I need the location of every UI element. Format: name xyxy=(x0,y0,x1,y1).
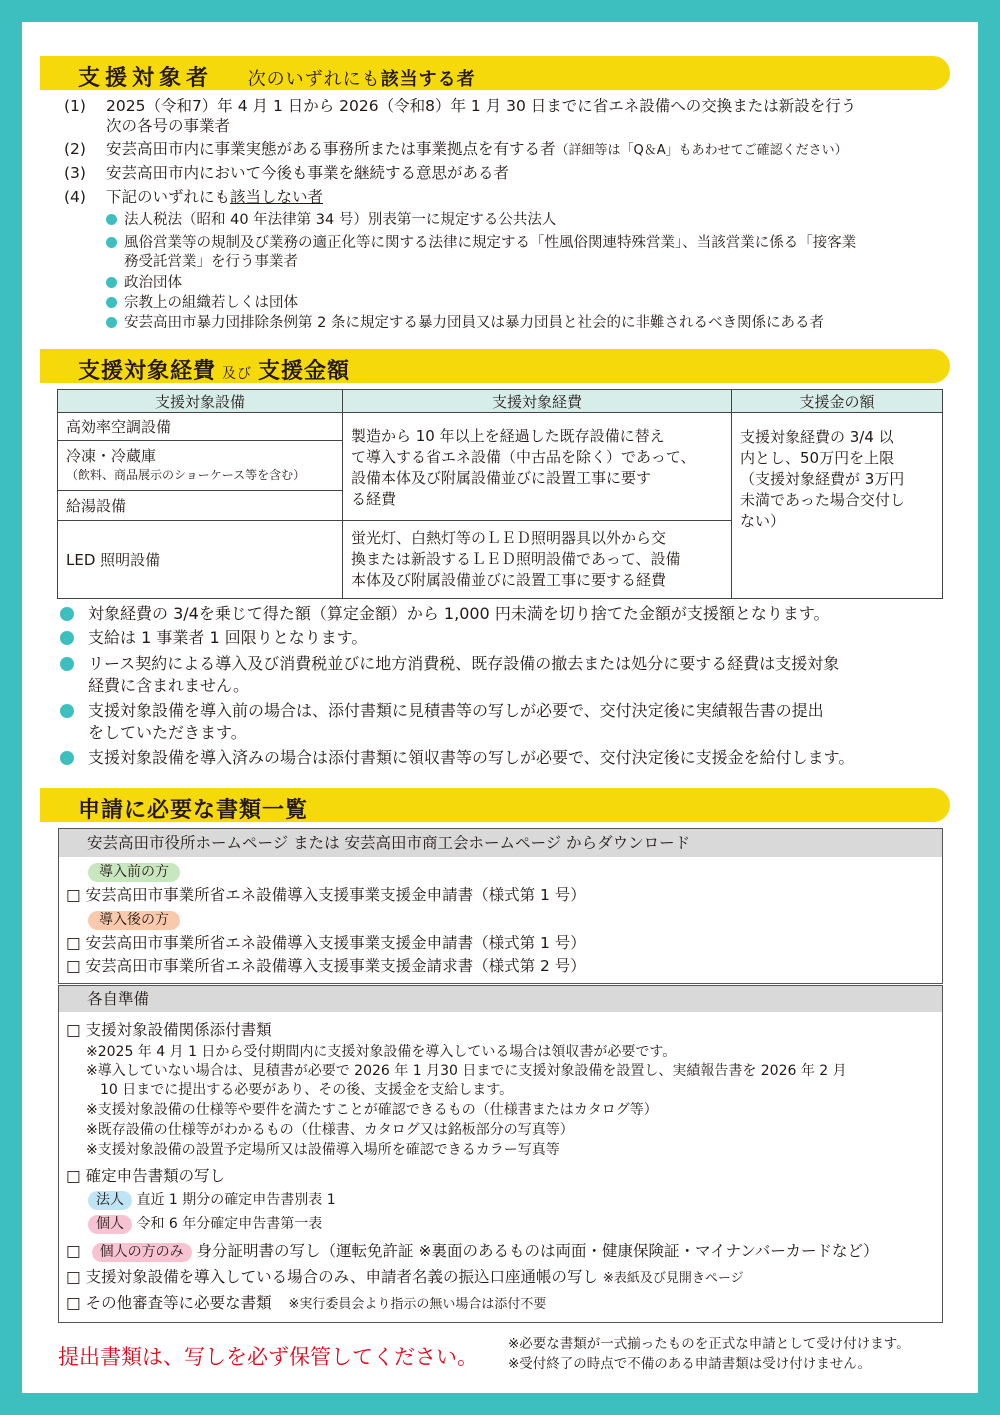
equipment-cell: 給湯設備 xyxy=(58,491,343,521)
item-number: (4) xyxy=(64,188,86,206)
section-title-b: 支援金額 xyxy=(258,359,351,384)
item-text-underlined: 該当しない者 xyxy=(230,188,324,206)
own-doc-note: ※2025 年 4 月 1 日から受付期間内に支援対象設備を導入している場合は領収書が必要です。 xyxy=(86,1044,677,1060)
doc-item-before: □ 安芸高田市事業所省エネ設備導入支援事業支援金申請書（様式第 1 号） xyxy=(66,886,586,904)
equipment-cell: 高効率空調設備 xyxy=(58,413,343,441)
bullet-dot xyxy=(60,631,74,645)
bankbook-text: □ 支援対象設備を導入している場合のみ、申請者名義の振込口座通帳の写し xyxy=(66,1268,599,1286)
section-title-a: 支援対象経費 xyxy=(78,359,217,384)
section-title: 申請に必要な書類一覧 xyxy=(78,798,309,823)
equipment-cell: LED 照明設備 xyxy=(58,521,343,599)
bullet-dot xyxy=(60,751,74,765)
bullet-dot xyxy=(106,317,117,328)
cost-line: て導入する省エネ設備（中古品を除く）であって、 xyxy=(351,447,696,466)
item-note: （詳細等は「Q＆A」もあわせてご確認ください） xyxy=(555,143,848,158)
expense-table xyxy=(57,389,943,599)
bullet-dot xyxy=(60,657,74,671)
amount-line: ない） xyxy=(740,512,786,530)
cost-line: 換または新設するＬＥＤ照明設備であって、設備 xyxy=(351,550,681,568)
expense-note-4-cont: をしていただきます。 xyxy=(88,723,247,742)
corp-text: 直近 1 期分の確定申告書別表 1 xyxy=(136,1192,336,1208)
cost-line: 本体及び附属設備並びに設置工事に要する経費 xyxy=(351,571,667,589)
exclusion-bullet-4: 宗教上の組織若しくは団体 xyxy=(124,295,298,311)
indiv-text: 令和 6 年分確定申告書第一表 xyxy=(136,1216,323,1232)
other-note: ※実行委員会より指示の無い場合は添付不要 xyxy=(288,1297,547,1312)
expense-note-1: 対象経費の 3/4を乗じて得た額（算定金額）から 1,000 円未満を切り捨てた金額が支援額となります。 xyxy=(88,604,830,623)
download-docs-heading: 安芸高田市役所ホームページ または 安芸高田市商工会ホームページ からダウンロード xyxy=(59,829,942,857)
tag-before-install: 導入前の方 xyxy=(88,863,180,882)
equipment-note: （飲料、商品展示のショーケース等を含む） xyxy=(66,467,306,482)
own-doc-bankbook xyxy=(66,1267,744,1289)
item-text: 下記のいずれにも xyxy=(106,188,231,206)
bankbook-note: ※表紙及び見開きページ xyxy=(602,1271,744,1286)
amount-line: 内とし、50万円を上限 xyxy=(740,449,895,467)
amount-line: 未満であった場合交付し xyxy=(740,491,905,509)
amount-cell xyxy=(732,413,943,599)
bullet-dot xyxy=(60,607,74,621)
item-number: (2) xyxy=(64,140,86,158)
item-number: (1) xyxy=(64,97,86,115)
id-text: 身分証明書の写し（運転免許証 ※裏面のあるものは両面・健康保険証・マイナンバーカードなど） xyxy=(196,1242,879,1260)
tag-after-install: 導入後の方 xyxy=(88,911,180,930)
own-doc-equipment: □ 支援対象設備関係添付書類 xyxy=(66,1021,272,1039)
item-text: 安芸高田市内において今後も事業を継続する意思がある者 xyxy=(106,164,510,182)
bullet-dot xyxy=(106,214,117,225)
bullet-dot xyxy=(106,297,117,308)
tag-individual-only: 個人の方のみ xyxy=(92,1243,192,1262)
section-subtitle: 次のいずれにも xyxy=(247,69,381,90)
keep-copies-warning: 提出書類は、写しを必ず保管してください。 xyxy=(58,1345,478,1369)
section-title-and: 及び xyxy=(222,366,253,382)
item-number: (3) xyxy=(64,164,86,182)
footer-note-2: ※受付終了の時点で不備のある申請書類は受け付けません。 xyxy=(508,1356,872,1372)
item-text: 安芸高田市内に事業実態がある事務所または事業拠点を有する者 xyxy=(106,140,556,158)
checkbox-glyph: □ xyxy=(66,1242,81,1260)
bullet-dot xyxy=(60,704,74,718)
expense-note-3: リース契約による導入及び消費税並びに地方消費税、既存設備の撤去または処分に要する経費は支援対象 xyxy=(88,654,840,673)
exclusion-bullet-3: 政治団体 xyxy=(124,275,182,291)
exclusion-bullet-2-cont: 務受託営業」を行う事業者 xyxy=(124,254,298,270)
eligibility-item-1 xyxy=(64,96,856,116)
section-banner-documents xyxy=(40,788,950,822)
own-doc-note: ※既存設備の仕様等がわかるもの（仕様書、カタログ又は銘板部分の写真等） xyxy=(86,1122,574,1138)
exclusion-bullet-2: 風俗営業等の規制及び業務の適正化等に関する法律に規定する「性風俗関連特殊営業」、当該営業に係る「接客業 xyxy=(124,235,857,251)
doc-item-after-2: □ 安芸高田市事業所省エネ設備導入支援事業支援金請求書（様式第 2 号） xyxy=(66,957,586,975)
expense-note-4: 支援対象設備を導入前の場合は、添付書類に見積書等の写しが必要で、交付決定後に実績報告書の提出 xyxy=(88,701,824,720)
expense-note-2: 支給は 1 事業者 1 回限りとなります。 xyxy=(88,628,368,647)
item-text: 2025（令和7）年 4 月 1 日から 2026（令和8）年 1 月 30 日までに省エネ設備への交換または新設を行う xyxy=(106,97,857,115)
equipment-cell xyxy=(58,441,343,491)
eligibility-item-3 xyxy=(64,163,509,183)
doc-item-after-1: □ 安芸高田市事業所省エネ設備導入支援事業支援金申請書（様式第 1 号） xyxy=(66,934,586,952)
own-docs-heading: 各自準備 xyxy=(59,986,942,1012)
own-doc-tax-return: □ 確定申告書類の写し xyxy=(66,1167,226,1185)
equipment-name: 冷凍・冷蔵庫 xyxy=(66,446,157,465)
amount-line: （支援対象経費が 3万円 xyxy=(740,470,905,488)
exclusion-bullet-5: 安芸高田市暴力団排除条例第 2 条に規定する暴力団員又は暴力団員と社会的に非難されるべき関係にある者 xyxy=(124,315,824,331)
own-doc-other xyxy=(66,1293,546,1315)
amount-line: 支援対象経費の 3/4 以 xyxy=(740,428,894,446)
own-doc-note: ※支援対象設備の仕様等や要件を満たすことが確認できるもの（仕様書またはカタログ等） xyxy=(86,1102,658,1118)
table-header: 支援対象経費 xyxy=(343,390,732,413)
tag-individual: 個人 xyxy=(88,1215,132,1234)
eligibility-item-1-cont: 次の各号の事業者 xyxy=(106,117,231,135)
eligibility-item-2 xyxy=(64,139,848,161)
own-doc-note: 10 日までに提出する必要があり、その後、支援金を支給します。 xyxy=(100,1082,514,1098)
section-banner-expenses xyxy=(40,349,950,383)
section-banner-eligibility xyxy=(40,56,950,90)
cost-line: 蛍光灯、白熱灯等のＬＥＤ照明器具以外から交 xyxy=(351,529,667,547)
expense-note-5: 支援対象設備を導入済みの場合は添付書類に領収書等の写しが必要で、交付決定後に支援金を給付します。 xyxy=(88,748,855,767)
own-doc-corp xyxy=(88,1190,336,1210)
exclusion-bullet-1: 法人税法（昭和 40 年法律第 34 号）別表第一に規定する公共法人 xyxy=(124,212,557,228)
footer-note-1: ※必要な書類が一式揃ったものを正式な申請として受け付けます。 xyxy=(508,1336,910,1352)
other-text: □ その他審査等に必要な書類 xyxy=(66,1294,272,1312)
cost-line: る経費 xyxy=(351,489,397,508)
bullet-dot xyxy=(106,277,117,288)
section-subtitle-bold: 該当する者 xyxy=(380,69,476,90)
cost-line: 設備本体及び附属設備並びに設置工事に要す xyxy=(351,468,652,487)
eligibility-item-4 xyxy=(64,187,323,207)
own-doc-indiv xyxy=(88,1214,322,1234)
bullet-dot xyxy=(106,237,117,248)
cost-line: 製造から 10 年以上を経過した既存設備に替え xyxy=(351,426,665,445)
own-doc-id xyxy=(66,1241,878,1262)
own-doc-note: ※導入していない場合は、見積書が必要で 2026 年 1 月30 日までに支援対象設備を設置し、実績報告書を 2026 年 2 月 xyxy=(86,1063,847,1079)
expense-note-3-cont: 経費に含まれません。 xyxy=(88,676,249,695)
cost-cell xyxy=(343,413,732,521)
own-doc-note: ※支援対象設備の設置予定場所又は設備導入場所を確認できるカラー写真等 xyxy=(86,1142,560,1158)
section-title: 支援対象者 xyxy=(78,66,214,91)
cost-cell xyxy=(343,521,732,599)
table-header: 支援対象設備 xyxy=(58,390,343,413)
tag-corporation: 法人 xyxy=(88,1191,132,1210)
table-header: 支援金の額 xyxy=(732,390,943,413)
